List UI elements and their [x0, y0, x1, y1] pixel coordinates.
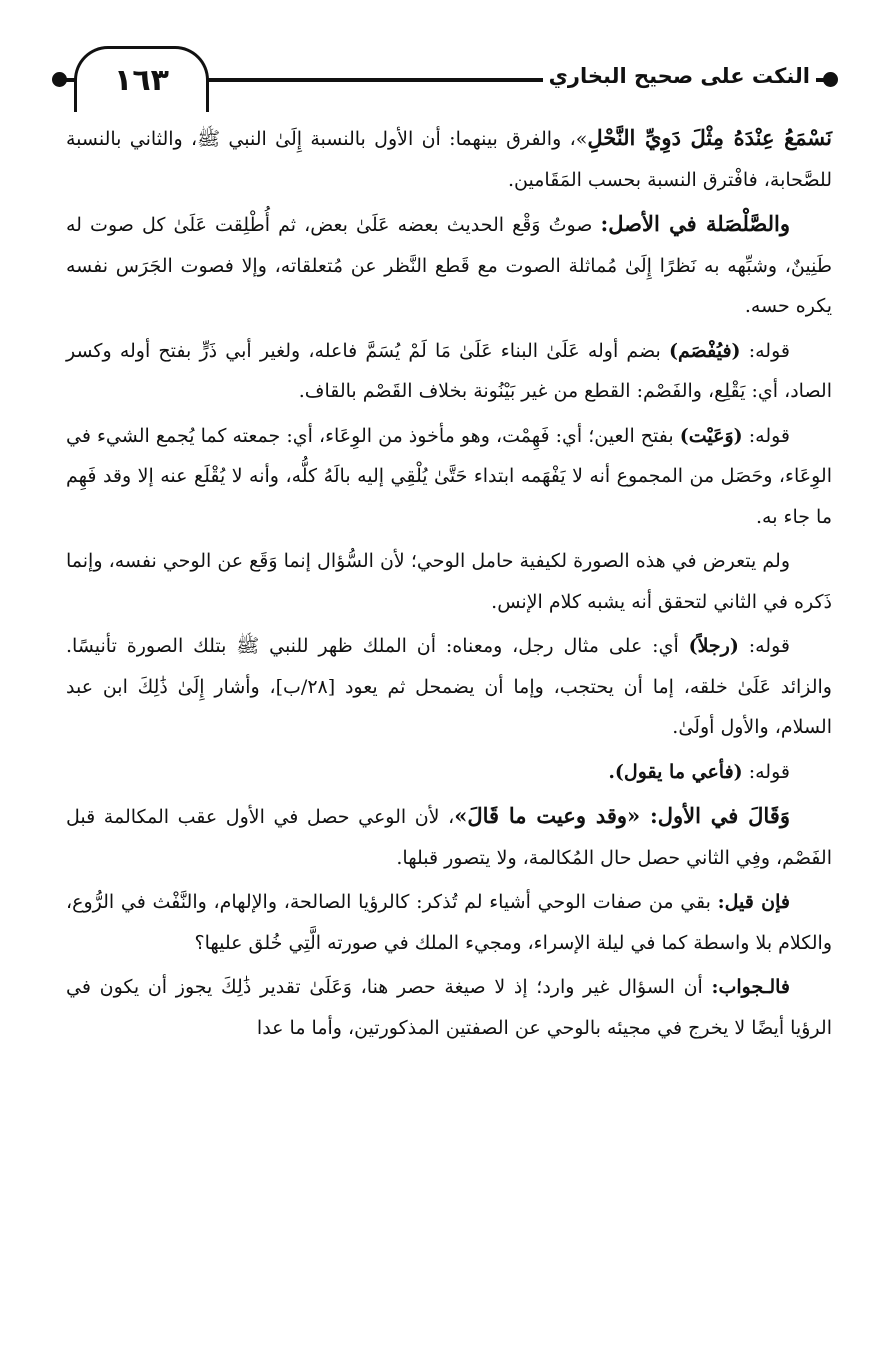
paragraph-text: أن السؤال غير وارد؛ إذ لا صيغة حصر هنا، وَعَلَىٰ تقدير ذَٰلِكَ يجوز أن يكون في الرؤيا أيضًا لا يخرج في مجيئه بالوحي عن الصفتين المذكورتين، وأما ما عدا: [66, 976, 832, 1039]
paragraph-text: قوله:: [740, 339, 790, 362]
paragraph: [66, 204, 832, 327]
paragraph: [66, 331, 832, 412]
emphasis-text: (رجلاً): [688, 635, 739, 657]
paragraph: [66, 416, 832, 538]
paragraph-text: »، والفرق بينهما: أن الأول بالنسبة إِلَىٰ النبي ﷺ، والثاني بالنسبة للصَّحابة، فافْترق النسبة بحسب المَقَامين.: [66, 128, 832, 191]
header-left-dot: [52, 72, 67, 87]
emphasis-text: نَسْمَعُ عِنْدَهُ مِثْلَ دَوِيِّ النَّحْلِ: [587, 125, 833, 150]
paragraph-text: قوله:: [742, 760, 790, 783]
book-title: النكت على صحيح البخاري: [543, 58, 816, 94]
paragraph-text: بفتح العين؛ أي: فَهِمْت، وهو مأخوذ من الوِعَاء، أي: جمعته كما يُجمع الشيء في الوِعَاء، وحَصَل من المجموع أنه لا يَفْهَمه ابتداء حَتَّىٰ يُلْقِي إليه بالَهُ كلُّه، وأنه لا يُقْلَع عنه إلا وقد فَهِم ما جاء به.: [66, 424, 832, 528]
paragraph: [66, 752, 832, 793]
paragraph: [66, 118, 832, 200]
paragraph-text: بضم أوله عَلَىٰ البناء عَلَىٰ مَا لَمْ يُسَمَّ فاعله، ولغير أبي ذَرٍّ بفتح أوله وكسر الصاد، أي: يَقْلِع، والفَصْم: القطع من غير بَيْنُونة بخلاف القَصْم بالقاف.: [66, 339, 832, 402]
header-right-dot: [823, 72, 838, 87]
paragraph-text: ولم يتعرض في هذه الصورة لكيفية حامل الوحي؛ لأن السُّؤال إنما وَقَع عن الوحي نفسه، وإنما ذَكره في الثاني لتحقق أنه يشبه كلام الإنس.: [66, 550, 832, 613]
emphasis-text: (فيُفْصَم): [669, 339, 741, 362]
paragraph-text: بقي من صفات الوحي أشياء لم تُذكر: كالرؤيا الصالحة، والإلهام، والنَّفْث في الرُّوع، والكلام بلا واسطة كما في ليلة الإسراء، ومجيء الملك في صورته الَّتِي خُلق عليها؟: [66, 891, 832, 954]
paragraph: [66, 541, 832, 622]
paragraph-text: ، لأن الوعي حصل في الأول عقب المكالمة قبل الفَصْم، وفِي الثاني حصل حال المُكالمة، ولا يتصور قبلها.: [66, 806, 832, 869]
emphasis-text: (وَعَيْت): [679, 424, 743, 447]
page-number: ١٦٣: [74, 46, 209, 112]
emphasis-text: والصَّلْصَلة في الأصل:: [600, 211, 791, 236]
paragraph: [66, 882, 832, 963]
emphasis-text: وَقَالَ في الأول: «وقد وعيت ما قَالَ»: [454, 803, 790, 828]
body-text: [66, 118, 832, 1052]
paragraph: [66, 967, 832, 1048]
emphasis-text: فإن قيل:: [717, 891, 790, 913]
paragraph-text: صوتُ وَقْع الحديث بعضه عَلَىٰ بعض، ثم أُطْلِقت عَلَىٰ كل صوت له طَنِينٌ، وشبِّهه به نَظرًا إِلَىٰ مُماثلة الصوت مع قَطع النَّظر عن مُتعلقاته، وإلا فصوت الجَرَس نفسه يكره حسه.: [66, 214, 832, 317]
paragraph: [66, 796, 832, 878]
emphasis-text: (فأعي ما يقول).: [608, 760, 743, 783]
paragraph: [66, 626, 832, 748]
paragraph-text: قوله:: [742, 424, 790, 447]
emphasis-text: فالـجواب:: [711, 976, 790, 998]
paragraph-text: قوله:: [738, 635, 790, 657]
page-header: [52, 44, 838, 124]
paragraph-text: أي: على مثال رجل، ومعناه: أن الملك ظهر للنبي ﷺ بتلك الصورة تأنيسًا. والزائد عَلَىٰ خلقه، إما أن يحتجب، وإما أن يضمحل ثم يعود [٢٨/ب]، وأشار إِلَىٰ ذَٰلِكَ ابن عبد السلام، والأول أولَىٰ.: [66, 635, 832, 738]
